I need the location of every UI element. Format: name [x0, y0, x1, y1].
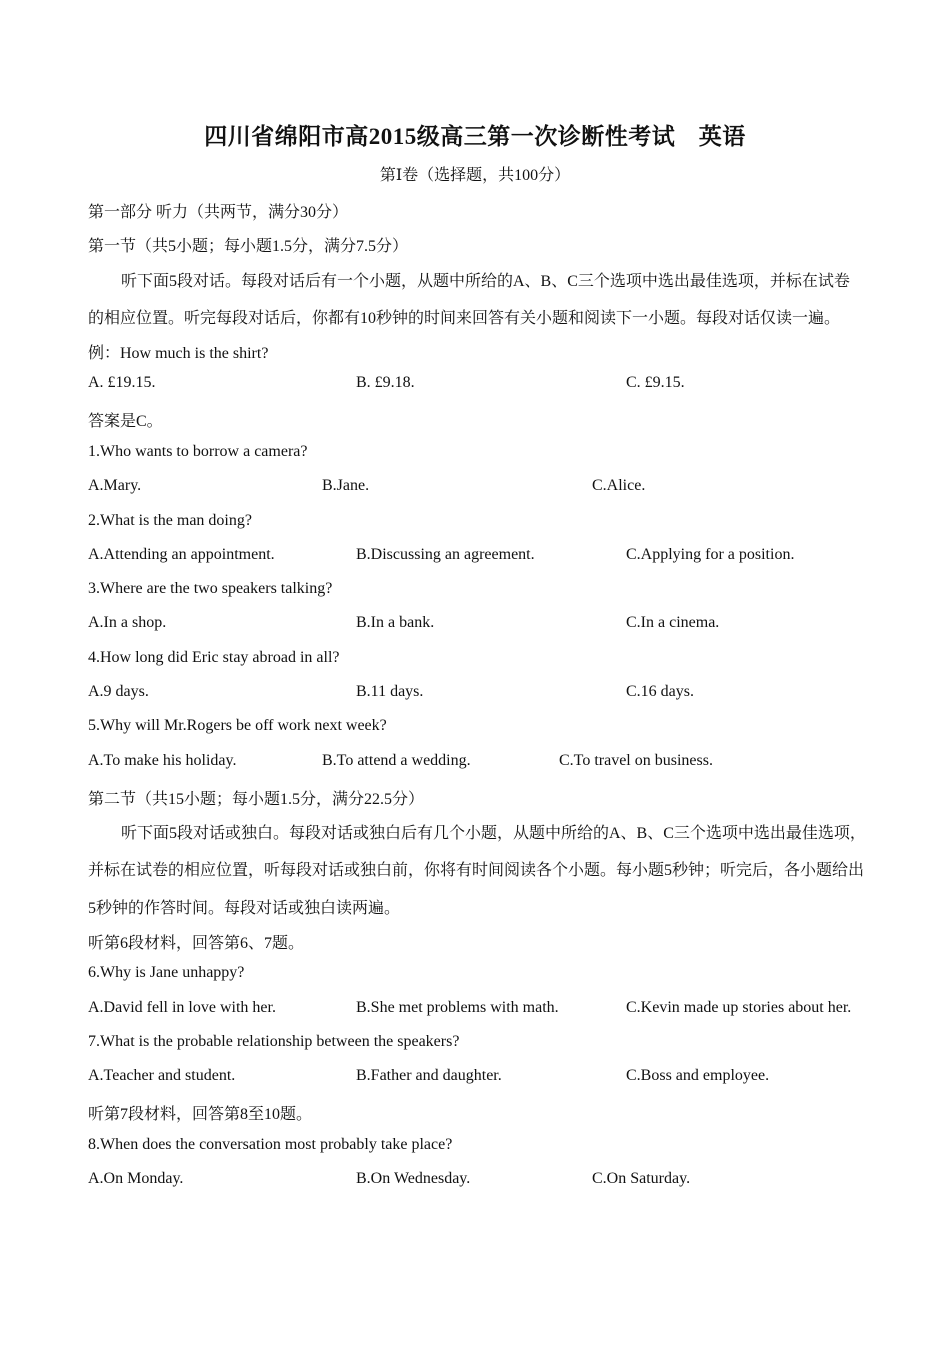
- section2-instructions-line1: 听下面5段对话或独白。每段对话或独白后有几个小题，从题中所给的A、B、C三个选项中选出最佳选项，: [121, 825, 866, 842]
- q8-option-c: C.On Saturday.: [592, 1170, 691, 1187]
- question-4: 4.How long did Eric stay abroad in all?: [88, 649, 340, 666]
- example-option-b: B. £9.18.: [356, 374, 415, 391]
- q2-option-c: C.Applying for a position.: [626, 546, 795, 563]
- question-1: 1.Who wants to borrow a camera?: [88, 443, 308, 460]
- q7-option-c: C.Boss and employee.: [626, 1067, 770, 1084]
- q6-option-c: C.Kevin made up stories about her.: [626, 999, 852, 1016]
- q8-option-b: B.On Wednesday.: [356, 1170, 471, 1187]
- q2-option-a: A.Attending an appointment.: [88, 546, 275, 563]
- question-2: 2.What is the man doing?: [88, 512, 252, 529]
- q1-option-a: A.Mary.: [88, 477, 142, 494]
- q1-option-c: C.Alice.: [592, 477, 646, 494]
- example-option-c: C. £9.15.: [626, 374, 685, 391]
- q3-option-c: C.In a cinema.: [626, 614, 720, 631]
- question-8: 8.When does the conversation most probably take place?: [88, 1136, 453, 1153]
- question-3: 3.Where are the two speakers talking?: [88, 580, 333, 597]
- example-question: 例：How much is the shirt?: [88, 345, 269, 362]
- q4-option-b: B.11 days.: [356, 683, 424, 700]
- example-option-a: A. £19.15.: [88, 374, 156, 391]
- question-5: 5.Why will Mr.Rogers be off work next week?: [88, 717, 387, 734]
- section1-instructions-line2: 的相应位置。听完每段对话后，你都有10秒钟的时间来回答有关小题和阅读下一小题。每段对话仅读一遍。: [88, 310, 841, 327]
- q6-option-a: A.David fell in love with her.: [88, 999, 276, 1016]
- section1-heading: 第一节（共5小题；每小题1.5分，满分7.5分）: [88, 238, 409, 255]
- section2-instructions-line2: 并标在试卷的相应位置，听每段对话或独白前，你将有时间阅读各个小题。每小题5秒钟；听完后，各小题给出: [88, 862, 865, 879]
- example-answer: 答案是C。: [88, 413, 163, 430]
- material-6-note: 听第6段材料，回答第6、7题。: [88, 935, 305, 952]
- material-7-note: 听第7段材料，回答第8至10题。: [88, 1106, 313, 1123]
- q2-option-b: B.Discussing an agreement.: [356, 546, 535, 563]
- q4-option-a: A.9 days.: [88, 683, 149, 700]
- q5-option-b: B.To attend a wedding.: [322, 752, 471, 769]
- q8-option-a: A.On Monday.: [88, 1170, 184, 1187]
- q3-option-a: A.In a shop.: [88, 614, 167, 631]
- q4-option-c: C.16 days.: [626, 683, 694, 700]
- exam-title: 四川省绵阳市高2015级高三第一次诊断性考试 英语: [204, 124, 746, 149]
- q6-option-b: B.She met problems with math.: [356, 999, 559, 1016]
- section1-instructions-line1: 听下面5段对话。每段对话后有一个小题，从题中所给的A、B、C三个选项中选出最佳选项，并标在试卷: [121, 273, 850, 290]
- q5-option-a: A.To make his holiday.: [88, 752, 237, 769]
- q3-option-b: B.In a bank.: [356, 614, 435, 631]
- q1-option-b: B.Jane.: [322, 477, 370, 494]
- question-7: 7.What is the probable relationship between the speakers?: [88, 1033, 460, 1050]
- q7-option-b: B.Father and daughter.: [356, 1067, 502, 1084]
- q5-option-c: C.To travel on business.: [559, 752, 713, 769]
- q7-option-a: A.Teacher and student.: [88, 1067, 236, 1084]
- part1-heading: 第一部分 听力（共两节，满分30分）: [88, 204, 349, 221]
- question-6: 6.Why is Jane unhappy?: [88, 964, 245, 981]
- exam-subtitle: 第Ⅰ卷（选择题，共100分）: [379, 167, 571, 184]
- section2-instructions-line3: 5秒钟的作答时间。每段对话或独白读两遍。: [88, 900, 401, 917]
- section2-heading: 第二节（共15小题；每小题1.5分，满分22.5分）: [88, 791, 425, 808]
